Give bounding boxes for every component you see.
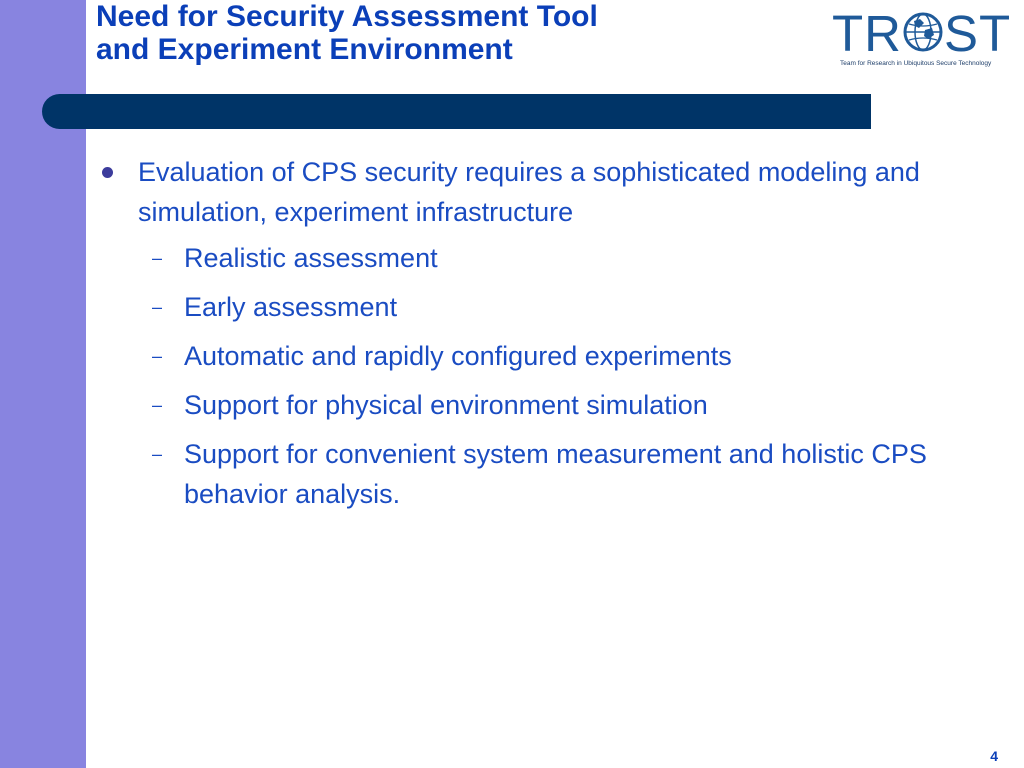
logo-wordmark [832,6,1011,62]
dash-icon: – [152,346,163,366]
sub-bullet-text: Support for convenient system measurement and holistic CPS behavior analysis. [184,439,927,509]
sub-bullet-text: Support for physical environment simulation [184,390,708,420]
logo-tagline: Team for Research in Ubiquitous Secure Technology [840,60,992,67]
sub-bullet-text: Realistic assessment [184,243,438,273]
title-line-1: Need for Security Assessment Tool [96,0,598,33]
slide-title [96,0,796,66]
sub-bullet-item [98,287,978,327]
title-line-2: and Experiment Environment [96,33,513,66]
main-bullet-text: Evaluation of CPS security requires a sophisticated modeling and simulation, experiment infrastructure [138,157,920,227]
dash-icon: – [152,248,163,268]
globe-icon [903,12,943,52]
sub-bullet-item [98,336,978,376]
logo-text-end: ST [943,5,1012,62]
sub-bullet-text: Early assessment [184,292,398,322]
dash-icon: – [152,444,163,464]
trust-logo [832,6,1016,70]
bullet-dot-icon [102,167,113,178]
sub-bullet-text: Automatic and rapidly configured experiments [184,341,732,371]
dash-icon: – [152,395,163,415]
sub-bullet-item [98,238,978,278]
page-number: 4 [990,748,998,764]
sub-bullet-item [98,434,978,514]
logo-text-start: TR [832,5,902,62]
sub-bullet-item [98,385,978,425]
title-divider-bar [42,94,871,129]
slide-content [98,152,978,523]
dash-icon: – [152,297,163,317]
main-bullet [98,152,978,232]
sub-bullet-list [98,238,978,514]
